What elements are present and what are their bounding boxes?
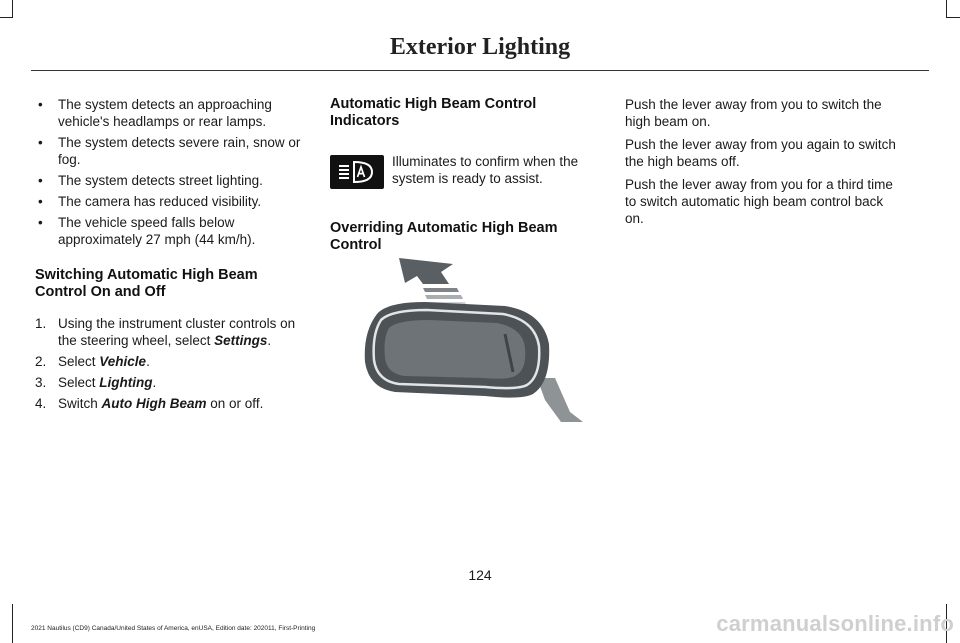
push-arrow-icon: [399, 258, 453, 284]
step-number: 4.: [35, 396, 47, 411]
paragraph: Push the lever away from you again to switch the high beams off.: [625, 137, 896, 169]
title-divider: [31, 70, 929, 71]
indicator-description: Illuminates to confirm when the system is ready to assist.: [392, 154, 579, 186]
section-heading-switching: Switching Automatic High Beam Control On and Off: [35, 267, 258, 300]
step-text: Select: [58, 354, 100, 369]
step-number: 2.: [35, 354, 47, 369]
paragraph: Push the lever away from you for a third time to switch automatic high beam control back on.: [625, 177, 893, 226]
paragraph: Push the lever away from you to switch the high beam on.: [625, 97, 882, 129]
step-text: Select: [58, 375, 100, 390]
section-heading-overriding: Overriding Automatic High Beam Control: [330, 220, 558, 253]
ui-term: Settings: [214, 333, 268, 348]
crop-mark-top-left-v: [12, 0, 13, 17]
edition-footer: 2021 Nautilus (CD9) Canada/United States of America, enUSA, Edition date: 202011, First-Printing: [31, 625, 316, 632]
step-suffix: .: [267, 333, 272, 348]
list-item: • The system detects street lighting.: [35, 172, 307, 189]
step-number: 1.: [35, 316, 47, 331]
ui-term: Auto High Beam: [101, 396, 207, 411]
step-number: 3.: [35, 375, 47, 390]
crop-mark-top-left-h: [0, 17, 13, 18]
ui-term: Lighting: [99, 375, 153, 390]
step-item: [35, 395, 307, 412]
lighting-lever-illustration: [355, 250, 585, 422]
crop-mark-top-right-h: [946, 17, 960, 18]
list-item: • The system detects an approaching vehicle's headlamps or rear lamps.: [35, 96, 307, 130]
step-item: [35, 315, 307, 349]
step-text: Using the instrument cluster controls on the steering wheel, select: [58, 316, 296, 348]
list-item: • The camera has reduced visibility.: [35, 193, 307, 210]
column-right: [625, 96, 900, 233]
column-left: [35, 96, 307, 416]
ui-term: Vehicle: [99, 354, 147, 369]
steps-list: [35, 315, 307, 412]
step-text: Switch: [58, 396, 102, 411]
step-suffix: .: [152, 375, 157, 390]
auto-high-beam-icon: [330, 155, 384, 189]
step-suffix: .: [146, 354, 150, 369]
step-item: [35, 374, 307, 391]
crop-mark-top-right-v: [946, 0, 947, 17]
list-item: • The vehicle speed falls below approximately 27 mph (44 km/h).: [35, 214, 307, 248]
section-heading-indicators: Automatic High Beam Control Indicators: [330, 96, 537, 129]
column-middle: [330, 96, 590, 254]
step-item: [35, 353, 307, 370]
indicator-row: [330, 153, 590, 189]
step-suffix: on or off.: [206, 396, 264, 411]
watermark: carmanualsonline.info: [716, 611, 954, 636]
conditions-list: [35, 96, 307, 248]
list-item: • The system detects severe rain, snow or fog.: [35, 134, 307, 168]
crop-mark-bottom-left-v: [12, 604, 13, 643]
page-title: Exterior Lighting: [389, 34, 571, 60]
page-number: 124: [468, 567, 492, 583]
